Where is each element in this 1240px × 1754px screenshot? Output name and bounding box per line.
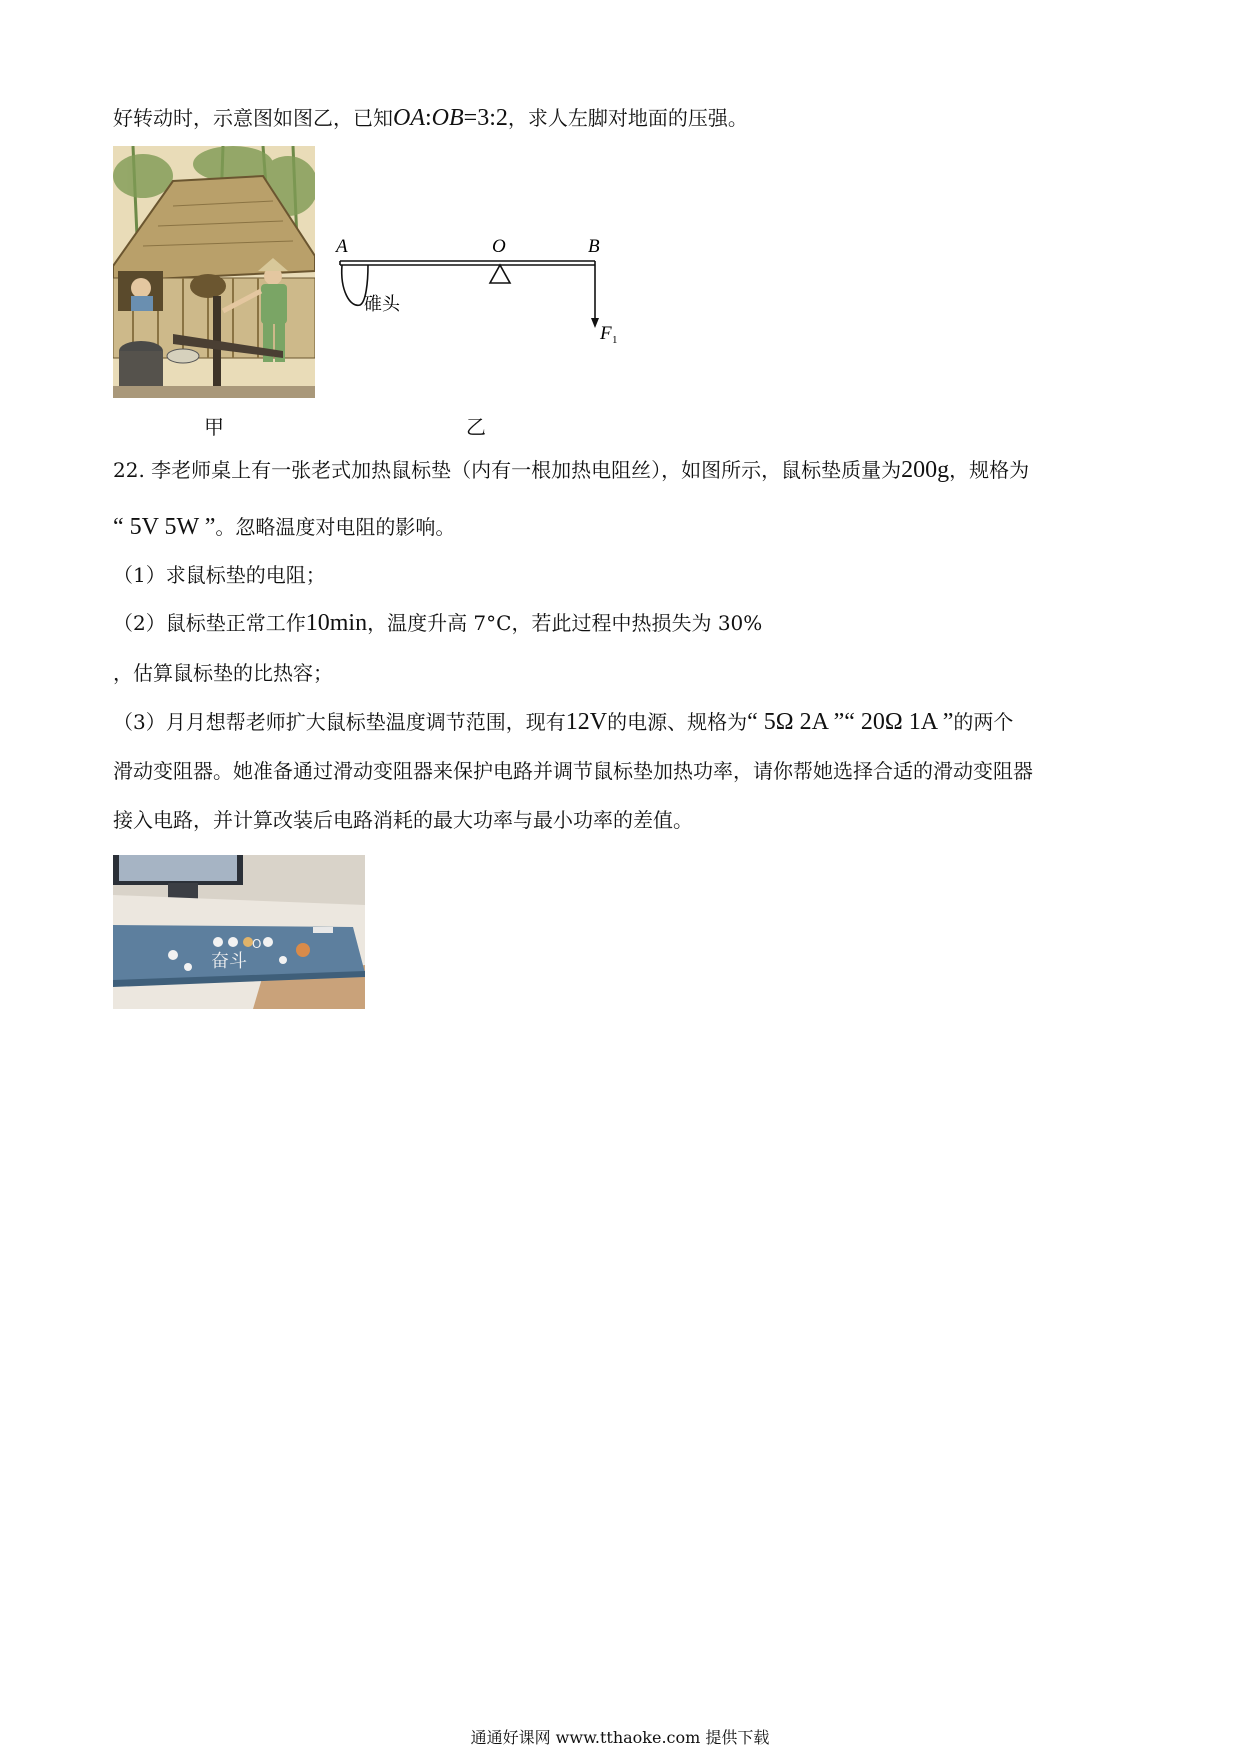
pestle-scene-image [113,146,315,398]
q22-part2-continued: ，估算鼠标垫的比热容； [113,661,333,685]
mousepad-text: 奋斗 [211,951,247,972]
q22-part3-line3: 接入电路，并计算改装后电路消耗的最大功率与最小功率的差值。 [113,808,693,832]
page-footer: 通通好课网 www.tthaoke.com 提供下载 [470,1728,770,1747]
q22-part3-line1: （3）月月想帮老师扩大鼠标垫温度调节范围，现有12V的电源、规格为“ 5Ω 2A ”“ 20Ω 1A ”的两个 [113,709,1014,735]
label-o: O [492,236,506,257]
label-a: A [336,236,348,257]
q22-line1: 22. 李老师桌上有一张老式加热鼠标垫（内有一根加热电阻丝），如图所示，鼠标垫质量为200g，规格为 [113,457,1030,483]
q22-line2: “ 5V 5W ”。忽略温度对电阻的影响。 [113,514,456,540]
fulcrum-triangle [490,265,510,283]
mousepad-text-o: O [252,937,262,951]
caption-jia: 甲 [204,415,224,439]
label-f: F [600,323,612,344]
q22-part1: （1）求鼠标垫的电阻； [113,563,326,587]
label-pestle-head: 碓头 [364,294,400,315]
mousepad-image [113,855,365,1009]
label-f-sub: 1 [612,334,618,346]
intro-line: 好转动时，示意图如图乙，已知OA:OB=3:2，求人左脚对地面的压强。 [113,105,748,131]
lever-diagram [330,230,630,355]
q22-part2: （2）鼠标垫正常工作10min，温度升高 7°C，若此过程中热损失为 30% [113,610,763,636]
caption-yi: 乙 [466,415,486,439]
figure-jia-illustration [113,146,315,398]
label-b: B [588,236,600,257]
mousepad-photo [113,855,365,1009]
q22-part3-line2: 滑动变阻器。她准备通过滑动变阻器来保护电路并调节鼠标垫加热功率，请你帮她选择合适的滑动变阻器 [113,759,1033,783]
